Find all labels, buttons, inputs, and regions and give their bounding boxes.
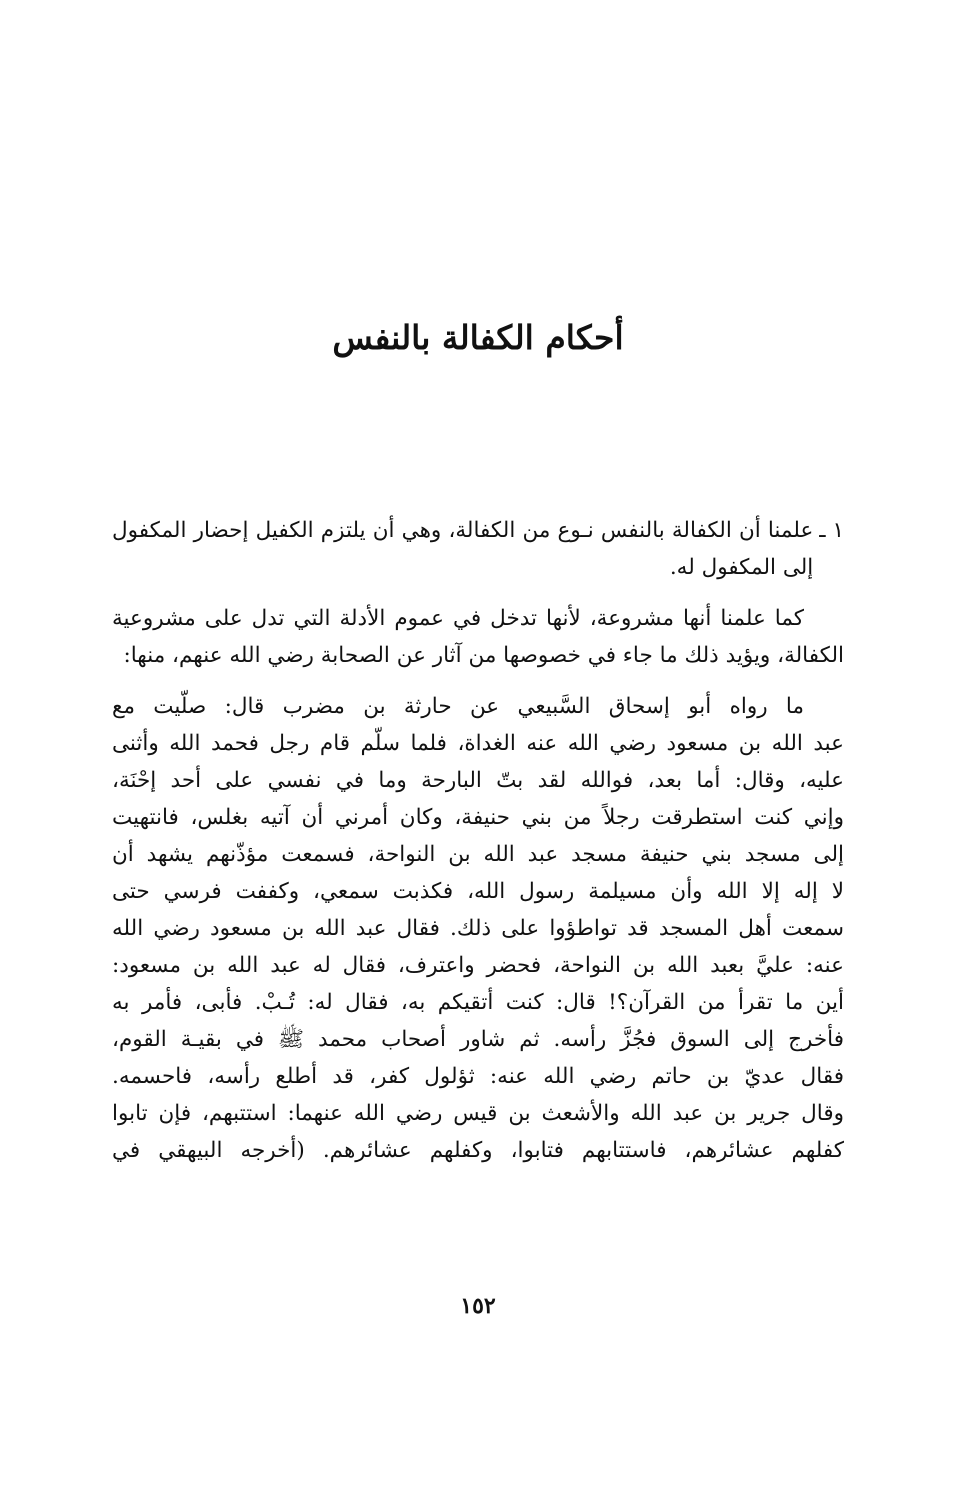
- text-line: لا إله إلا الله وأن مسيلمة رسول الله، فكذبت سمعي، وكففت فرسي حتى: [112, 879, 844, 904]
- text-line: عليه، وقال: أما بعد، فوالله لقد بتّ البارحة وما في نفسي على أحد إحْنَة،: [112, 768, 844, 793]
- text-line: عبد الله بن مسعود رضي الله عنه الغداة، فلما سلّم قام رجل فحمد الله وأثنى: [112, 731, 844, 756]
- chapter-title: أحكام الكفالة بالنفس: [332, 318, 624, 357]
- text-line: وقال جرير بن عبد الله والأشعث بن قيس رضي الله عنهما: استتبهم، فإن تابوا: [112, 1101, 844, 1126]
- body-text: [112, 512, 844, 1183]
- text-line: فأخرج إلى السوق فجُزَّ رأسه. ثم شاور أصحاب محمد ﷺ في بقيـة القوم،: [112, 1027, 844, 1052]
- numbered-paragraph: [112, 512, 844, 586]
- text-line: عنه: عليَّ بعبد الله بن النواحة، فحضر واعترف، فقال له عبد الله بن مسعود:: [112, 953, 844, 978]
- text-line: ما رواه أبو إسحاق السَّبيعي عن حارثة بن مضرب قال: صلّيت مع: [112, 694, 804, 719]
- text-line: فقال عديّ بن حاتم رضي الله عنه: ثؤلول كفر، قد أطلع رأسه، فاحسمه.: [112, 1064, 844, 1089]
- text-line: إلى مسجد بني حنيفة مسجد عبد الله بن النواحة، فسمعت مؤذّنهم يشهد أن: [112, 842, 844, 867]
- page-number: ١٥٢: [460, 1293, 496, 1319]
- paragraph-2: كما علمنا أنها مشروعة، لأنها تدخل في عموم الأدلة التي تدل على مشروعية الكفالة، ويؤيد ذلك ما جاء في خصوصها من آثار عن الصحابة رضي الله عنهم، منها:: [112, 606, 844, 668]
- item-number: ١ ـ: [819, 518, 844, 543]
- paragraph-1: علمنا أن الكفالة بالنفس نـوع من الكفالة، وهي أن يلتزم الكفيل إحضار المكفول إلى المكفول له.: [112, 518, 814, 580]
- text-line: كفلهم عشائرهم، فاستتابهم فتابوا، وكفلهم عشائرهم. (أخرجه البيهقي في: [112, 1138, 844, 1163]
- text-line: أين ما تقرأ من القرآن؟! قال: كنت أتقيكم به، فقال له: تُـبْ. فأبى، فأمر به: [112, 990, 844, 1015]
- text-line: وإني كنت استطرقت رجلاً من بني حنيفة، وكان أمرني أن آتيه بغلس، فانتهيت: [112, 805, 844, 830]
- paragraph-3: [112, 688, 844, 1169]
- text-line: سمعت أهل المسجد قد تواطؤوا على ذلك. فقال عبد الله بن مسعود رضي الله: [112, 916, 844, 941]
